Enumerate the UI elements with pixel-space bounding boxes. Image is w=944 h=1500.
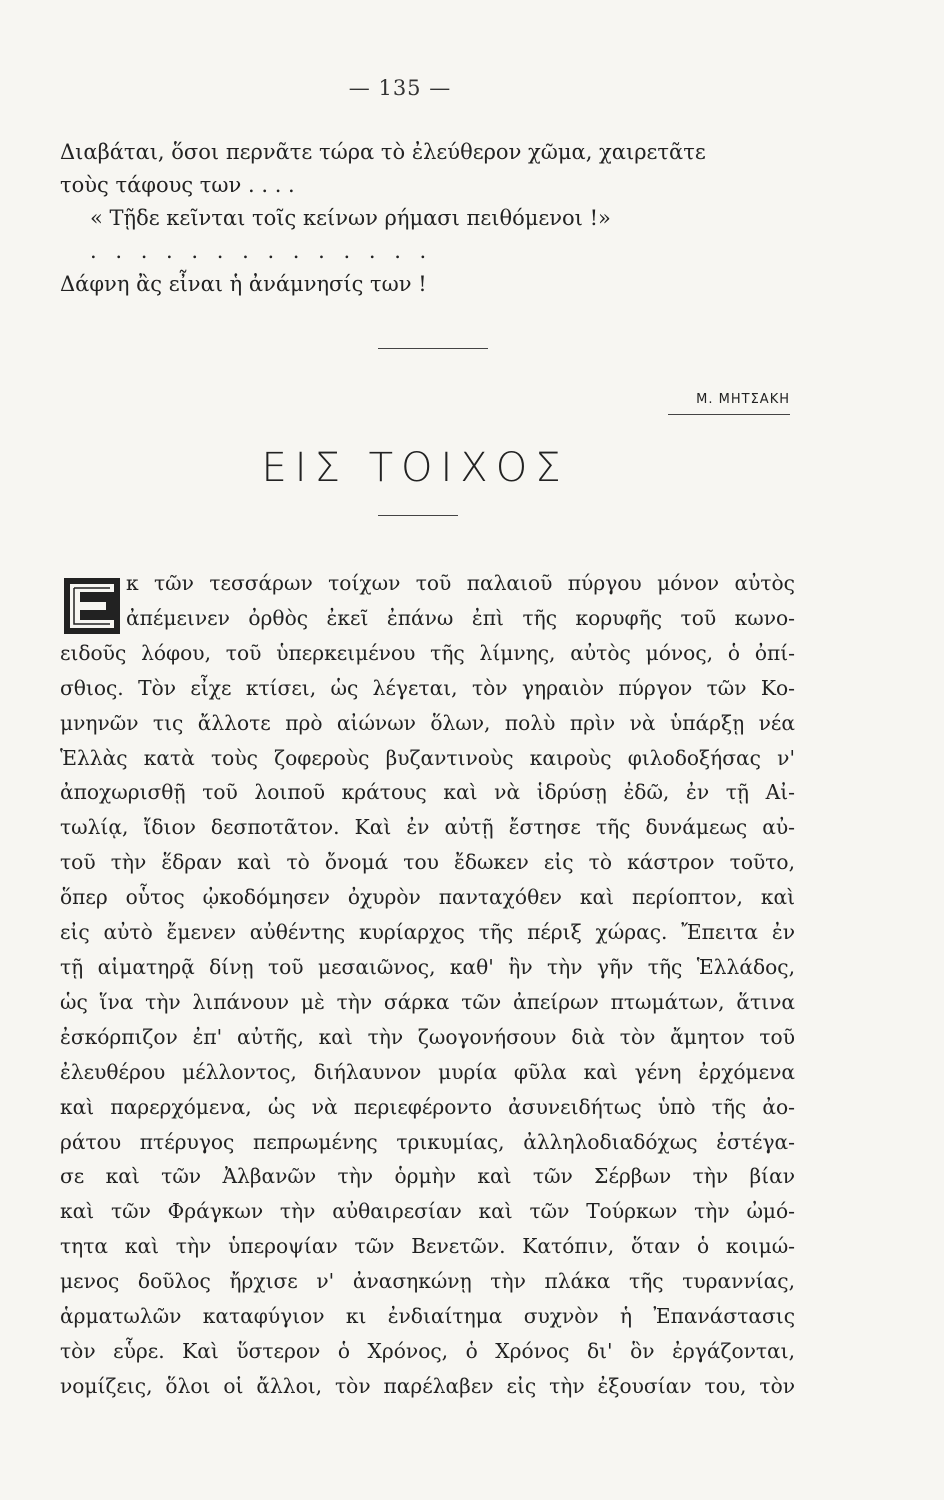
text-line: εἰς αὐτὸ ἔμενεν αὐθέντης κυρίαρχος τῆς πέριξ χώρας. Ἔπειτα ἐν [60, 920, 795, 945]
text-line: μενος δοῦλος ἤρχισε ν' ἀνασηκώνῃ τὴν πλάκα τῆς τυραννίας, [60, 1269, 795, 1294]
text-line: σε καὶ τῶν Ἀλβανῶν τὴν ὁρμὴν καὶ τῶν Σέρβων τὴν βίαν [60, 1164, 795, 1189]
poem-block [60, 138, 820, 303]
text-line: κ τῶν τεσσάρων τοίχων τοῦ παλαιοῦ πύργου μόνον αὐτὸς [126, 571, 795, 595]
text-line: ἀπέμεινεν ὀρθὸς ἐκεῖ ἐπάνω ἐπὶ τῆς κορυφῆς τοῦ κωνο- [126, 605, 795, 630]
text-line: ὅπερ οὗτος ᾠκοδόμησεν ὀχυρὸν πανταχόθεν καὶ περίοπτον, καὶ [60, 885, 795, 910]
text-line: νομίζεις, ὅλοι οἱ ἄλλοι, τὸν παρέλαβεν εἰς τὴν ἐξουσίαν του, τὸν [60, 1373, 795, 1398]
page-number: — 135 — [348, 76, 452, 100]
article-title: ΕΙΣ ΤΟΙΧΟΣ [261, 445, 569, 491]
text-line: ἐσκόρπιζον ἐπ' αὐτῆς, καὶ τὴν ζωογονήσουν διὰ τὸν ἄμητον τοῦ [60, 1024, 795, 1049]
text-line: Ἑλλὰς κατὰ τοὺς ζοφεροὺς βυζαντινοὺς καιροὺς φιλοδοξήσας ν' [60, 745, 795, 770]
divider-rule [378, 348, 488, 349]
poem-line: Διαβάται, ὅσοι περνᾶτε τώρα τὸ ἐλεύθερον χῶμα, χαιρετᾶτε [60, 140, 706, 164]
poem-line: . . . . . . . . . . . . . . [90, 239, 433, 263]
text-line: καὶ τῶν Φράγκων τὴν αὐθαιρεσίαν καὶ τῶν Τούρκων τὴν ὠμό- [60, 1199, 795, 1224]
text-line: τὸν εὗρε. Καὶ ὕστερον ὁ Χρόνος, ὁ Χρόνος δι' ὃν ἐργάζονται, [60, 1338, 795, 1363]
author-underline [668, 414, 790, 415]
article-body [60, 566, 795, 1404]
text-line: τῇ αἱματηρᾷ δίνῃ τοῦ μεσαιῶνος, καθ' ἣν τὴν γῆν τῆς Ἑλλάδος, [60, 954, 795, 979]
text-line: ἀποχωρισθῇ τοῦ λοιποῦ κράτους καὶ νὰ ἱδρύσῃ ἐδῶ, ἐν τῇ Αἰ- [60, 780, 795, 805]
poem-line: τοὺς τάφους των . . . . [60, 173, 295, 197]
divider-rule [378, 515, 458, 516]
text-line: ὡς ἵνα τὴν λιπάνουν μὲ τὴν σάρκα τῶν ἀπείρων πτωμάτων, ἅτινα [60, 989, 795, 1014]
text-line: καὶ παρερχόμενα, ὡς νὰ περιεφέροντο ἀσυνειδήτως ὑπὸ τῆς ἀο- [60, 1094, 795, 1119]
text-line: ἁρματωλῶν καταφύγιον κι ἐνδιαίτημα συχνὸν ἡ Ἐπανάστασις [60, 1304, 795, 1329]
poem-line: Δάφνη ἂς εἶναι ἡ ἀνάμνησίς των ! [60, 272, 427, 296]
text-line: ειδοῦς λόφου, τοῦ ὑπερκειμένου τῆς λίμνης, αὐτὸς μόνος, ὁ ὀπί- [60, 640, 795, 665]
text-line: σθιος. Τὸν εἶχε κτίσει, ὡς λέγεται, τὸν γηραιὸν πύργον τῶν Κο- [60, 675, 795, 700]
poem-line: « Τῇδε κεῖνται τοῖς κείνων ρήμασι πειθόμενοι !» [90, 206, 611, 230]
text-line: ράτου πτέρυγος πεπρωμένης τρικυμίας, ἀλληλοδιαδόχως ἐστέγα- [60, 1129, 795, 1154]
text-line: τωλίᾳ, ἴδιον δεσποτᾶτον. Καὶ ἐν αὐτῇ ἔστησε τῆς δυνάμεως αὐ- [60, 815, 795, 840]
text-line: τοῦ τὴν ἕδραν καὶ τὸ ὄνομά του ἔδωκεν εἰς τὸ κάστρον τοῦτο, [60, 850, 795, 875]
text-line: τητα καὶ τὴν ὑπεροψίαν τῶν Βενετῶν. Κατόπιν, ὅταν ὁ κοιμώ- [60, 1234, 795, 1259]
text-line: ἐλευθέρου μέλλοντος, διήλαυνον μυρία φῦλα καὶ γένη ἐρχόμενα [60, 1059, 795, 1084]
author-signature: Μ. ΜΗΤΣΑΚΗ [696, 392, 790, 407]
text-line: μνηνῶν τις ἄλλοτε πρὸ αἰώνων ὅλων, πολὺ πρὶν νὰ ὑπάρξῃ νέα [60, 710, 795, 735]
